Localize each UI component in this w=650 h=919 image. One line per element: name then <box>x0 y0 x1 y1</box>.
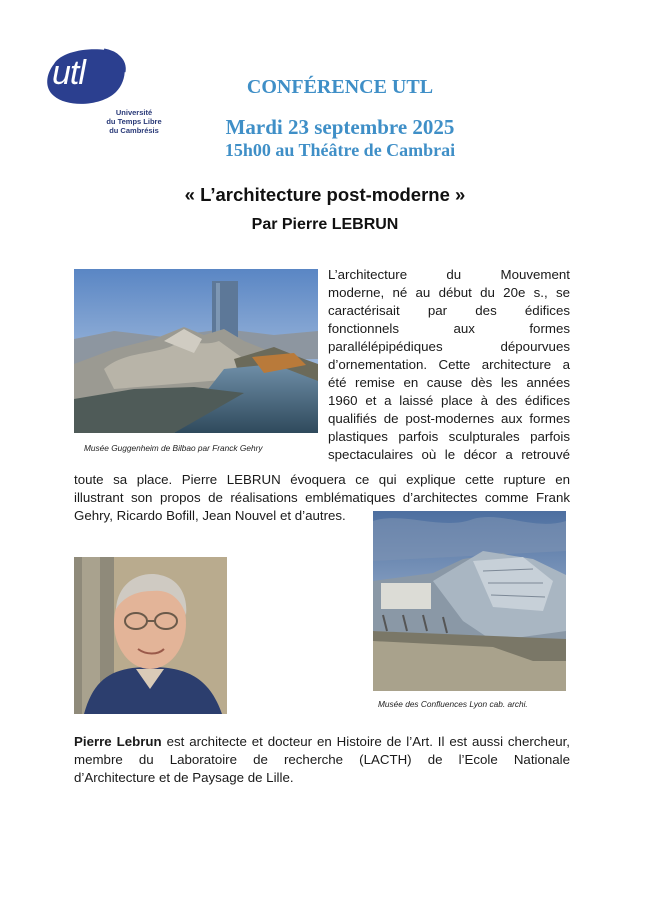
intro-line: été remise en cause dès les années <box>328 375 570 390</box>
lecture-author: Par Pierre LEBRUN <box>251 216 399 233</box>
intro-last-line: Gehry, Ricardo Bofill, Jean Nouvel et d’autres. <box>74 508 346 523</box>
logo-caption-line: Université <box>115 108 153 117</box>
intro-line: moderne, né au début du 20e s., se <box>328 285 570 300</box>
intro-line: 1960 et a laissé place à des édifices <box>328 393 570 408</box>
logo-caption <box>84 108 184 135</box>
intro-line: d’ornementation. Cette architecture a <box>328 357 570 372</box>
conference-time-place: 15h00 au Théâtre de Cambrai <box>224 140 456 160</box>
bio-line: membre du Laboratoire de recherche (LACTH) de l’Ecole Nationale <box>74 752 570 767</box>
guggenheim-caption: Musée Guggenheim de Bilbao par Franck Gehry <box>84 443 263 453</box>
intro-line: illustrant son propos de réalisations emblématiques d’architectes comme Frank <box>74 490 570 505</box>
intro-column <box>328 266 570 464</box>
intro-line: plastiques parfois sculpturales parfois <box>328 429 570 444</box>
bio-line: d’Architecture et de Paysage de Lille. <box>74 770 294 785</box>
confluences-caption: Musée des Confluences Lyon cab. archi. <box>378 699 528 709</box>
logo-caption-line: du Temps Libre <box>106 117 162 126</box>
intro-line: parallélépipédiques dépourvues <box>328 339 570 354</box>
conference-date: Mardi 23 septembre 2025 <box>225 115 455 139</box>
utl-logo <box>44 46 162 141</box>
conference-heading: CONFÉRENCE UTL <box>246 76 434 98</box>
intro-line: L’architecture du Mouvement <box>328 267 570 282</box>
guggenheim-photo <box>74 269 318 433</box>
confluences-photo <box>373 511 566 691</box>
intro-line: qualifiés de post-modernes aux formes <box>328 411 570 426</box>
logo-text: utl <box>52 54 85 92</box>
intro-line: caractérisait par des édifices <box>328 303 570 318</box>
lecture-title: « L’architecture post-moderne » <box>184 184 466 205</box>
bio-text: est architecte et docteur en Histoire de l’Art. Il est aussi chercheur, <box>161 734 571 749</box>
logo-caption-line: du Cambrésis <box>109 126 159 135</box>
intro-continuation <box>74 471 570 507</box>
intro-line: toute sa place. Pierre LEBRUN évoquera ce qui explique cette rupture en <box>74 472 570 487</box>
intro-line: spectaculaires où le décor a retrouvé <box>328 447 570 462</box>
intro-line: fonctionnels aux formes <box>328 321 570 336</box>
bio-line <box>74 733 570 751</box>
speaker-name: Pierre Lebrun <box>74 734 162 749</box>
speaker-portrait <box>74 557 227 714</box>
speaker-bio <box>74 733 570 787</box>
